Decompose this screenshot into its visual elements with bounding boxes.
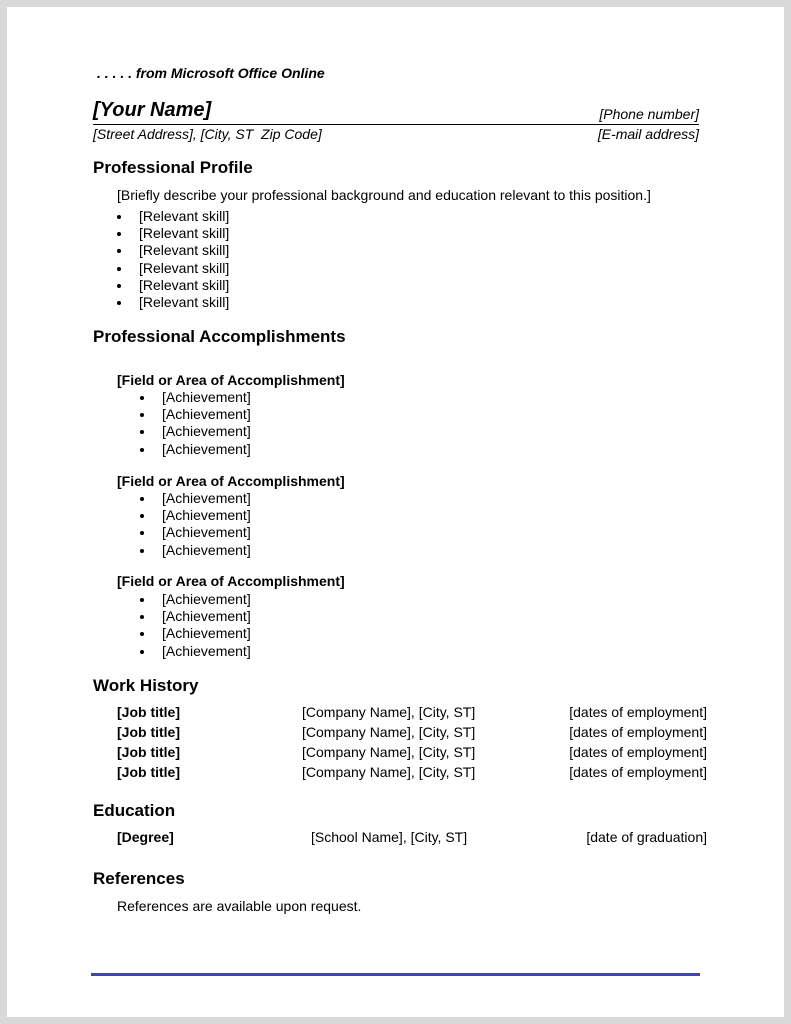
list-item: [Relevant skill]	[117, 242, 229, 259]
employment-dates: [dates of employment]	[569, 744, 707, 760]
list-item: [Achievement]	[140, 591, 251, 608]
references-text: References are available upon request.	[117, 898, 362, 914]
list-item: [Relevant skill]	[117, 294, 229, 311]
school-name: [School Name], [City, ST]	[311, 829, 468, 845]
field-heading: [Field or Area of Accomplishment]	[117, 473, 345, 489]
list-item: [Relevant skill]	[117, 208, 229, 225]
achievement-list	[140, 490, 251, 559]
field-heading: [Field or Area of Accomplishment]	[117, 573, 345, 589]
list-item: [Achievement]	[140, 625, 251, 642]
company-name: [Company Name], [City, ST]	[302, 724, 476, 740]
list-item: [Relevant skill]	[117, 260, 229, 277]
footer-rule	[91, 973, 700, 976]
email-address: [E-mail address]	[597, 126, 699, 142]
degree: [Degree]	[117, 829, 174, 845]
list-item: [Achievement]	[140, 524, 251, 541]
job-title: [Job title]	[117, 704, 180, 720]
job-title: [Job title]	[117, 764, 180, 780]
references-heading: References	[93, 869, 185, 888]
job-title: [Job title]	[117, 744, 180, 760]
company-name: [Company Name], [City, ST]	[302, 704, 476, 720]
list-item: [Achievement]	[140, 389, 251, 406]
achievement-list	[140, 591, 251, 660]
graduation-date: [date of graduation]	[586, 829, 707, 845]
street-address: [Street Address], [City, ST Zip Code]	[93, 126, 322, 142]
list-item: [Achievement]	[140, 423, 251, 440]
source-line: . . . . . from Microsoft Office Online	[97, 65, 325, 81]
work-heading: Work History	[93, 676, 199, 695]
resume-page	[7, 7, 784, 1017]
list-item: [Relevant skill]	[117, 225, 229, 242]
company-name: [Company Name], [City, ST]	[302, 764, 476, 780]
accomplishments-heading: Professional Accomplishments	[93, 327, 346, 346]
skills-list	[117, 208, 229, 311]
list-item: [Achievement]	[140, 507, 251, 524]
employment-dates: [dates of employment]	[569, 724, 707, 740]
list-item: [Achievement]	[140, 406, 251, 423]
phone-number: [Phone number]	[599, 106, 699, 122]
education-heading: Education	[93, 801, 176, 820]
list-item: [Achievement]	[140, 542, 251, 559]
list-item: [Relevant skill]	[117, 277, 229, 294]
header-rule	[93, 124, 699, 125]
profile-summary: [Briefly describe your professional background and education relevant to this position.]	[117, 187, 651, 203]
profile-heading: Professional Profile	[93, 158, 253, 177]
your-name: [Your Name]	[93, 99, 212, 121]
list-item: [Achievement]	[140, 608, 251, 625]
field-heading: [Field or Area of Accomplishment]	[117, 372, 345, 388]
list-item: [Achievement]	[140, 643, 251, 660]
company-name: [Company Name], [City, ST]	[302, 744, 476, 760]
employment-dates: [dates of employment]	[569, 764, 707, 780]
achievement-list	[140, 389, 251, 458]
job-title: [Job title]	[117, 724, 180, 740]
employment-dates: [dates of employment]	[569, 704, 707, 720]
list-item: [Achievement]	[140, 441, 251, 458]
list-item: [Achievement]	[140, 490, 251, 507]
